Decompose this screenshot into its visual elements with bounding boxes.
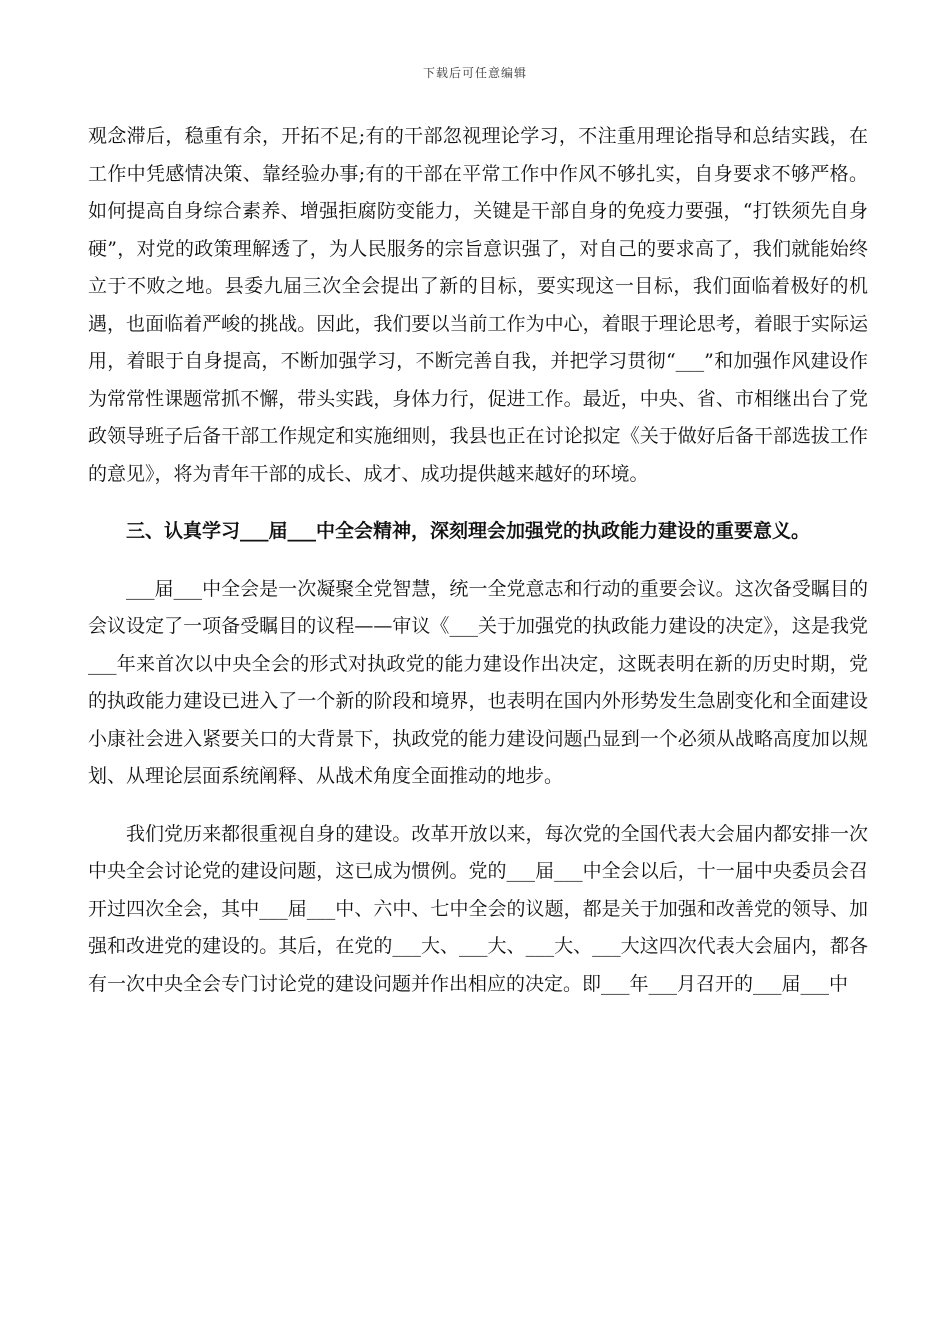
section-heading: 三、认真学习___届___中全会精神，深刻理会加强党的执政能力建设的重要意义。 bbox=[126, 520, 811, 542]
document-body bbox=[88, 118, 868, 1003]
page-header: 下载后可任意编辑 bbox=[422, 66, 527, 80]
paragraph-plenum-significance: ___届___中全会是一次凝聚全党智慧，统一全党意志和行动的重要会议。这次备受瞩目的会议设定了一项备受瞩目的议程——审议《___关于加强党的执政能力建设的决定》，这是我党___年来首次以中央全会的形式对执政党的能力建设作出决定，这既表明在新的历史时期，党的执政能力建设已进入了一个新的阶段和境界，也表明在国内外形势发生急剧变化和全面建设小康社会进入紧要关口的大背景下，执政党的能力建设问题凸显到一个必须从战略高度加以规划、从理论层面系统阐释、从战术角度全面推动的地步。 bbox=[88, 577, 868, 787]
paragraph-party-history: 我们党历来都很重视自身的建设。改革开放以来，每次党的全国代表大会届内都安排一次中央全会讨论党的建设问题，这已成为惯例。党的___届___中全会以后，十一届中央委员会召开过四次全会，其中___届___中、六中、七中全会的议题，都是关于加强和改善党的领导、加强和改进党的建设的。其后，在党的___大、___大、___大、___大这四次代表大会届内，都各有一次中央全会专门讨论党的建设问题并作出相应的决定。即___年___月召开的___届___中 bbox=[88, 822, 868, 995]
paragraph-continuation: 观念滞后，稳重有余，开拓不足;有的干部忽视理论学习，不注重用理论指导和总结实践，在工作中凭感情决策、靠经验办事;有的干部在平常工作中作风不够扎实，自身要求不够严格。如何提高自身综合素养、增强拒腐防变能力，关键是干部自身的免疫力要强，“打铁须先自身硬”，对党的政策理解透了，为人民服务的宗旨意识强了，对自己的要求高了，我们就能始终立于不败之地。县委九届三次全会提出了新的目标，要实现这一目标，我们面临着极好的机遇，也面临着严峻的挑战。因此，我们要以当前工作为中心，着眼于理论思考，着眼于实际运用，着眼于自身提高，不断加强学习，不断完善自我，并把学习贯彻“___”和加强作风建设作为常常性课题常抓不懈，带头实践，身体力行，促进工作。最近，中央、省、市相继出台了党政领导班子后备干部工作规定和实施细则，我县也正在讨论拟定《关于做好后备干部选拔工作的意见》，将为青年干部的成长、成才、成功提供越来越好的环境。 bbox=[88, 125, 868, 485]
